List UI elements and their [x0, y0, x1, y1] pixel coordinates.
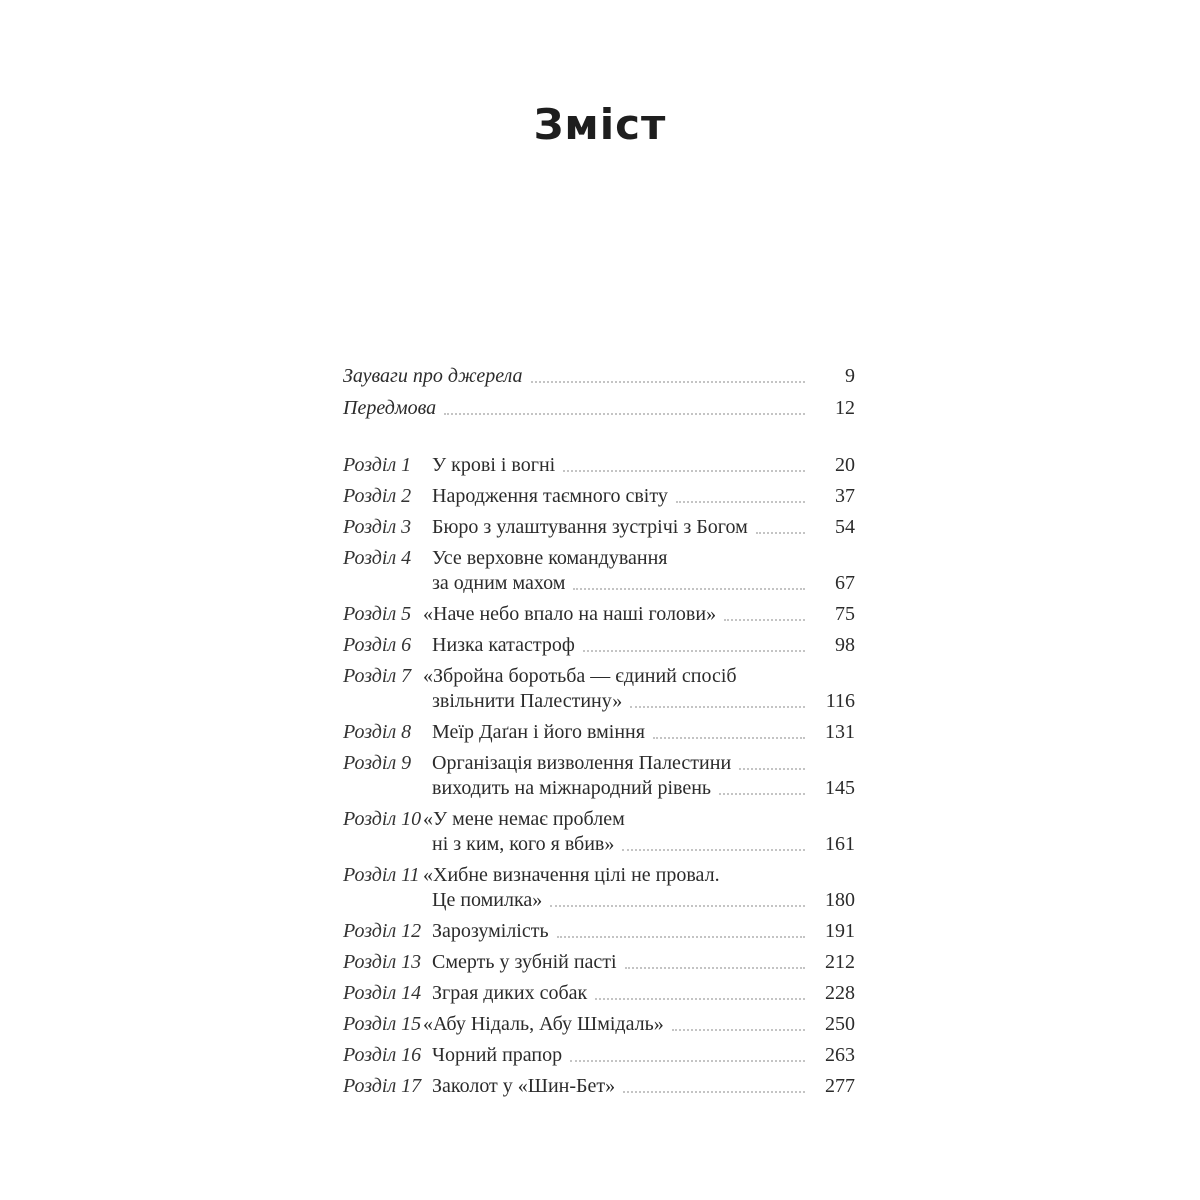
dot-leader	[622, 849, 805, 851]
page-title: Зміст	[533, 100, 667, 149]
chapter-lines	[432, 453, 855, 478]
chapter-label: Розділ 10	[343, 808, 422, 830]
chapter-line	[432, 689, 855, 714]
page-number: 98	[835, 634, 855, 656]
chapter-label: Розділ 5	[343, 603, 412, 625]
page-number: 191	[825, 920, 855, 942]
toc-entry	[343, 515, 855, 540]
entry-title: звільнити Палестину»	[432, 690, 623, 712]
dot-leader	[623, 1091, 805, 1093]
dot-leader	[756, 532, 805, 534]
entry-title: Організація визволення Палестини	[432, 752, 732, 774]
chapter-line	[423, 1012, 855, 1037]
dot-leader	[570, 1060, 805, 1062]
toc-entry	[343, 364, 855, 389]
chapter-line	[432, 720, 855, 745]
chapter-line	[423, 602, 855, 627]
chapter-label: Розділ 15	[343, 1013, 422, 1035]
chapter-lines	[432, 751, 855, 801]
chapter-line	[432, 950, 855, 975]
chapter-lines	[432, 546, 855, 596]
chapter-lines	[423, 1012, 855, 1037]
toc-entry	[343, 919, 855, 944]
entry-title: «У мене немає проблем	[423, 808, 625, 830]
toc-entry	[343, 453, 855, 478]
entry-title: Народження таємного світу	[432, 485, 668, 507]
page-number: 212	[825, 951, 855, 973]
entry-title: Смерть у зубній пасті	[432, 951, 617, 973]
entry-title: Усе верховне командування	[432, 547, 668, 569]
chapter-line	[423, 863, 855, 888]
chapter-label: Розділ 3	[343, 516, 412, 538]
chapter-line	[432, 571, 855, 596]
toc-entry	[343, 863, 855, 913]
dot-leader	[724, 619, 805, 621]
chapter-line	[423, 807, 855, 832]
dot-leader	[595, 998, 805, 1000]
dot-leader	[739, 768, 805, 770]
page-number: 131	[825, 721, 855, 743]
page-number: 228	[825, 982, 855, 1004]
chapter-lines	[432, 484, 855, 509]
chapter-label: Розділ 8	[343, 721, 412, 743]
chapter-line	[432, 515, 855, 540]
dot-leader	[557, 936, 805, 938]
dot-leader	[550, 905, 805, 907]
chapter-label: Розділ 12	[343, 920, 422, 942]
chapter-lines	[432, 1043, 855, 1068]
page-number: 37	[835, 485, 855, 507]
page-number: 9	[845, 365, 855, 387]
entry-title: виходить на міжнародний рівень	[432, 777, 712, 799]
page-number: 263	[825, 1044, 855, 1066]
front-matter-list	[343, 364, 855, 421]
chapter-lines	[432, 633, 855, 658]
toc-entry	[343, 664, 855, 714]
dot-leader	[676, 501, 805, 503]
entry-title: «Абу Нідаль, Абу Шмідаль»	[423, 1013, 664, 1035]
entry-title: Зграя диких собак	[432, 982, 588, 1004]
entry-title: Заколот у «Шин-Бет»	[432, 1075, 616, 1097]
chapter-list	[343, 453, 855, 1099]
chapter-lines	[423, 602, 855, 627]
entry-title: за одним махом	[432, 572, 566, 594]
toc-entry	[343, 1043, 855, 1068]
chapter-line	[432, 832, 855, 857]
chapter-lines	[432, 515, 855, 540]
toc-entry	[343, 396, 855, 421]
chapter-line	[432, 546, 855, 571]
entry-title: Це помилка»	[432, 889, 543, 911]
page-number: 75	[835, 603, 855, 625]
chapter-lines	[423, 807, 855, 857]
entry-title: У крові і вогні	[432, 454, 556, 476]
page-number: 250	[825, 1013, 855, 1035]
toc-entry	[343, 602, 855, 627]
entry-title: Чорний прапор	[432, 1044, 563, 1066]
chapter-line	[432, 776, 855, 801]
dot-leader	[625, 967, 805, 969]
page-number: 12	[835, 397, 855, 419]
chapter-line	[432, 453, 855, 478]
entry-title: «Наче небо впало на наші голови»	[423, 603, 717, 625]
entry-title: Бюро з улаштування зустрічі з Богом	[432, 516, 748, 538]
dot-leader	[444, 413, 805, 415]
chapter-lines	[432, 950, 855, 975]
page-number: 54	[835, 516, 855, 538]
chapter-line	[432, 919, 855, 944]
entry-title: Меїр Даґан і його вміння	[432, 721, 645, 743]
chapter-label: Розділ 4	[343, 547, 412, 569]
toc-entry	[343, 484, 855, 509]
chapter-label: Розділ 16	[343, 1044, 422, 1066]
chapter-line	[423, 664, 855, 689]
page-number: 116	[825, 690, 855, 712]
chapter-label: Розділ 11	[343, 864, 420, 886]
chapter-line	[432, 1074, 855, 1099]
toc-entry	[343, 720, 855, 745]
chapter-label: Розділ 13	[343, 951, 422, 973]
chapter-label: Розділ 6	[343, 634, 412, 656]
entry-title: «Хибне визначення цілі не провал.	[423, 864, 720, 886]
toc-entry	[343, 633, 855, 658]
dot-leader	[573, 588, 805, 590]
chapter-label: Розділ 17	[343, 1075, 422, 1097]
chapter-label: Розділ 2	[343, 485, 412, 507]
chapter-line	[432, 1043, 855, 1068]
page-number: 20	[835, 454, 855, 476]
toc-entry	[343, 981, 855, 1006]
table-of-contents	[343, 364, 855, 1105]
entry-title: Передмова	[343, 397, 437, 419]
toc-entry	[343, 546, 855, 596]
chapter-label: Розділ 14	[343, 982, 422, 1004]
chapter-lines	[423, 863, 855, 913]
entry-title: ні з ким, кого я вбив»	[432, 833, 615, 855]
dot-leader	[653, 737, 805, 739]
dot-leader	[672, 1029, 805, 1031]
page-number: 180	[825, 889, 855, 911]
toc-entry	[343, 807, 855, 857]
dot-leader	[719, 793, 805, 795]
chapter-line	[432, 751, 855, 776]
dot-leader	[531, 381, 805, 383]
entry-title: Низка катастроф	[432, 634, 575, 656]
chapter-label: Розділ 7	[343, 665, 412, 687]
chapter-lines	[432, 981, 855, 1006]
entry-title: Зарозумілість	[432, 920, 549, 942]
chapter-label: Розділ 1	[343, 454, 412, 476]
chapter-line	[432, 981, 855, 1006]
page-number: 67	[835, 572, 855, 594]
chapter-line	[432, 633, 855, 658]
chapter-label: Розділ 9	[343, 752, 412, 774]
chapter-line	[432, 484, 855, 509]
chapter-lines	[423, 664, 855, 714]
toc-entry	[343, 1074, 855, 1099]
chapter-lines	[432, 720, 855, 745]
page-number: 161	[825, 833, 855, 855]
toc-entry	[343, 751, 855, 801]
page-number: 277	[825, 1075, 855, 1097]
toc-entry	[343, 1012, 855, 1037]
entry-title: «Збройна боротьба — єдиний спосіб	[423, 665, 737, 687]
dot-leader	[630, 706, 805, 708]
dot-leader	[583, 650, 805, 652]
page-number: 145	[825, 777, 855, 799]
dot-leader	[563, 470, 805, 472]
entry-title: Зауваги про джерела	[343, 365, 523, 387]
toc-entry	[343, 950, 855, 975]
chapter-lines	[432, 1074, 855, 1099]
chapter-lines	[432, 919, 855, 944]
chapter-line	[432, 888, 855, 913]
